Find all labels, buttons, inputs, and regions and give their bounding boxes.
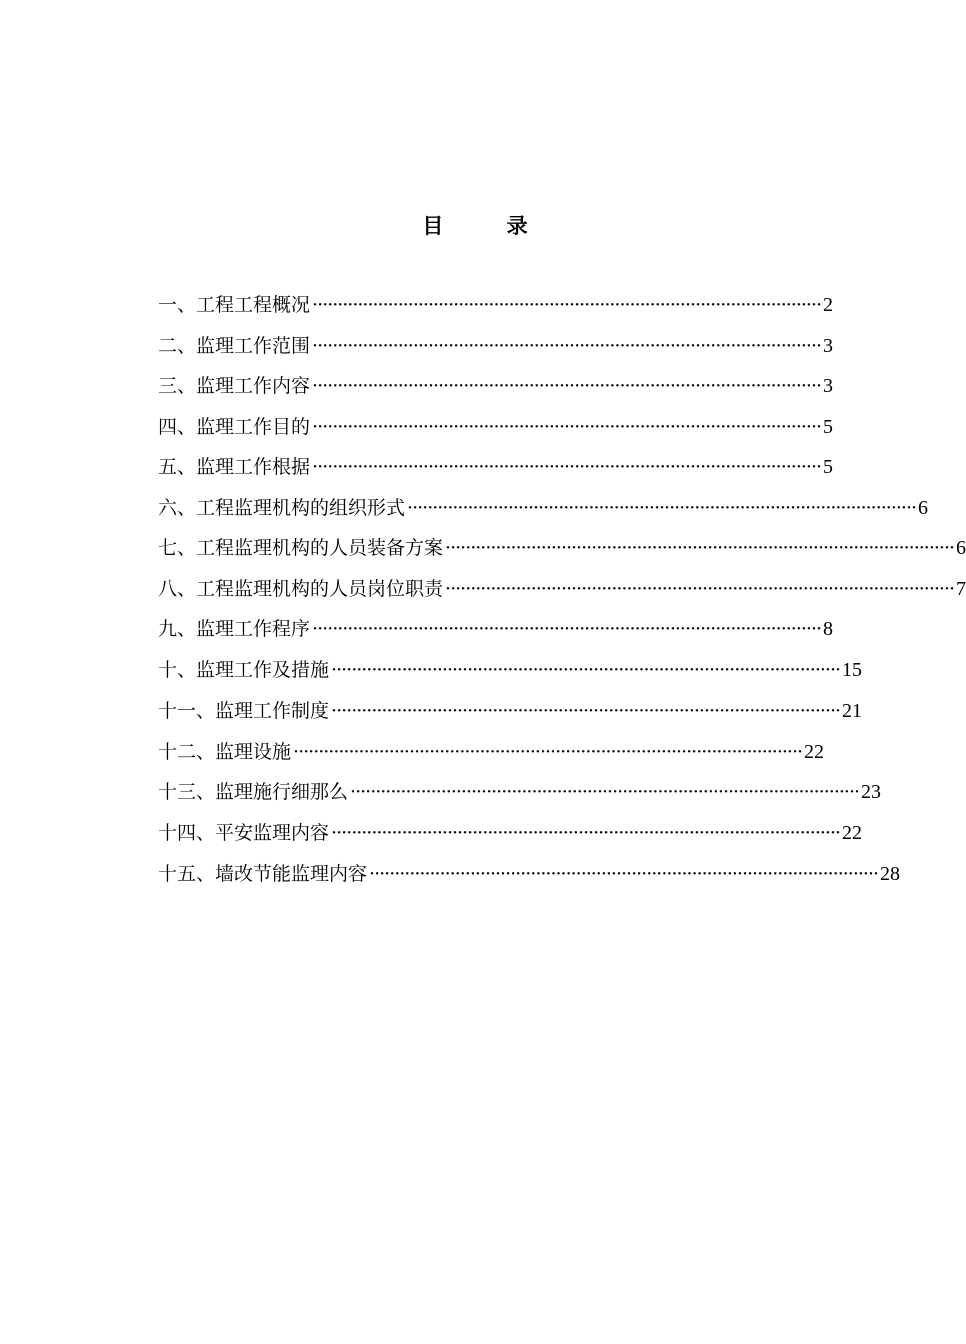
toc-entry-number: 五、	[158, 456, 197, 478]
toc-entry-title: 监理工作制度	[215, 700, 330, 722]
toc-page-number: 5	[823, 456, 834, 478]
toc-entry-title: 工程监理机构的人员岗位职责	[196, 578, 444, 600]
toc-entry-number: 二、	[158, 335, 197, 357]
toc-leader-dots: ·····································································································	[312, 456, 822, 478]
toc-entry-number: 十四、	[158, 822, 216, 844]
toc-entry[interactable]	[158, 737, 825, 767]
toc-entry-number: 十、	[158, 659, 197, 681]
toc-leader-dots: ·····································································································	[445, 578, 955, 600]
toc-entry-title: 工程工程概况	[196, 294, 311, 316]
toc-entry-title: 平安监理内容	[215, 822, 330, 844]
toc-entry-title: 监理设施	[215, 741, 292, 763]
toc-page-number: 3	[823, 335, 834, 357]
toc-entry-title: 监理工作根据	[196, 456, 311, 478]
toc-leader-dots: ·····································································································	[312, 294, 822, 316]
toc-entry-title: 工程监理机构的人员装备方案	[196, 537, 444, 559]
toc-entry-title: 监理施行细那么	[215, 781, 349, 803]
toc-leader-dots: ·····································································································	[312, 335, 822, 357]
toc-page-number: 3	[823, 375, 834, 397]
toc-entry-title: 工程监理机构的组织形式	[196, 497, 406, 519]
toc-entry[interactable]	[158, 331, 834, 361]
toc-leader-dots: ·····································································································	[312, 618, 822, 640]
toc-entry-title: 监理工作内容	[196, 375, 311, 397]
toc-leader-dots: ·····································································································	[350, 781, 860, 803]
toc-page-number: 7	[956, 578, 966, 600]
toc-leader-dots: ·····································································································	[312, 416, 822, 438]
toc-page-number: 21	[842, 700, 863, 722]
toc-entry-title: 墙改节能监理内容	[215, 863, 368, 885]
toc-leader-dots: ·····································································································	[293, 741, 803, 763]
toc-entry-number: 三、	[158, 375, 197, 397]
toc-page-number: 15	[842, 659, 863, 681]
toc-page-number: 8	[823, 618, 834, 640]
toc-page-number: 23	[861, 781, 882, 803]
toc-entry-number: 十二、	[158, 741, 216, 763]
toc-entry-number: 八、	[158, 578, 197, 600]
toc-entry[interactable]	[158, 574, 966, 604]
toc-entry[interactable]	[158, 493, 929, 523]
toc-entry-number: 十一、	[158, 700, 216, 722]
toc-leader-dots: ·····································································································	[331, 700, 841, 722]
toc-leader-dots: ·····································································································	[312, 375, 822, 397]
toc-page-number: 6	[918, 497, 929, 519]
toc-entry-title: 监理工作目的	[196, 416, 311, 438]
toc-leader-dots: ·····································································································	[331, 822, 841, 844]
toc-entry[interactable]	[158, 818, 863, 848]
toc-entry-number: 十五、	[158, 863, 216, 885]
toc-entry[interactable]	[158, 777, 882, 807]
toc-page-number: 28	[880, 863, 901, 885]
toc-entry[interactable]	[158, 452, 834, 482]
toc-page-number: 22	[842, 822, 863, 844]
toc-entry[interactable]	[158, 655, 863, 685]
toc-entry-number: 七、	[158, 537, 197, 559]
toc-entry[interactable]	[158, 412, 834, 442]
toc-page-number: 6	[956, 537, 966, 559]
toc-entry-number: 六、	[158, 497, 197, 519]
toc-entry-number: 九、	[158, 618, 197, 640]
toc-entry[interactable]	[158, 290, 834, 320]
toc-page-number: 2	[823, 294, 834, 316]
toc-leader-dots: ·····································································································	[407, 497, 917, 519]
toc-entry-title: 监理工作范围	[196, 335, 311, 357]
toc-leader-dots: ·····································································································	[331, 659, 841, 681]
toc-page-number: 5	[823, 416, 834, 438]
page-title: 目 录	[422, 213, 556, 238]
toc-entry-number: 四、	[158, 416, 197, 438]
toc-entry-title: 监理工作程序	[196, 618, 311, 640]
toc-leader-dots: ·····································································································	[445, 537, 955, 559]
toc-entry[interactable]	[158, 696, 863, 726]
toc-page-number: 22	[804, 741, 825, 763]
toc-entry[interactable]	[158, 533, 966, 563]
toc-entry-number: 十三、	[158, 781, 216, 803]
toc-entry[interactable]	[158, 859, 901, 889]
toc-entry[interactable]	[158, 614, 834, 644]
toc-entry-title: 监理工作及措施	[196, 659, 330, 681]
toc-entry-number: 一、	[158, 294, 197, 316]
toc-leader-dots: ·····································································································	[369, 863, 879, 885]
toc-entry[interactable]	[158, 371, 834, 401]
